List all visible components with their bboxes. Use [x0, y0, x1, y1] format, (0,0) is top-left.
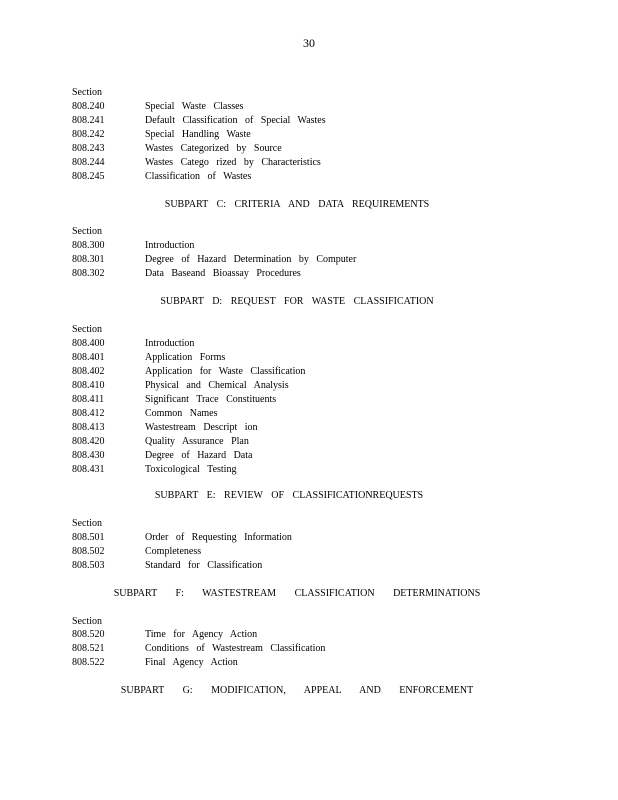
section-number: 808.431 [72, 464, 105, 475]
section-title: Final Agency Action [145, 657, 238, 668]
section-number: 808.411 [72, 394, 105, 405]
section-label: Section [72, 226, 102, 237]
section-label: Section [72, 518, 102, 529]
section-title: Data Baseand Bioassay Procedures [145, 268, 301, 279]
section-title: Significant Trace Constituents [145, 394, 277, 405]
section-title: Introduction [145, 240, 195, 251]
toc-row [0, 628, 618, 642]
toc-row [0, 531, 618, 545]
toc-row [0, 642, 618, 656]
toc-row [0, 379, 618, 393]
section-number: 808.520 [72, 629, 105, 640]
section-number: 808.400 [72, 338, 105, 349]
section-title: Degree of Hazard Determination by Computer [145, 254, 357, 265]
section-title: Introduction [145, 338, 195, 349]
section-label: Section [72, 324, 102, 335]
toc-row [0, 435, 618, 449]
section-title: Time for Agency Action [145, 629, 258, 640]
section-number: 808.420 [72, 436, 105, 447]
toc-row [0, 463, 618, 477]
subpart-heading: SUBPART D: REQUEST FOR WASTE CLASSIFICATION [160, 296, 434, 307]
section-title: Order of Requesting Information [145, 532, 292, 543]
toc-row [0, 142, 618, 156]
section-label: Section [72, 87, 102, 98]
toc-row [0, 253, 618, 267]
toc-row [0, 128, 618, 142]
toc-row [0, 114, 618, 128]
section-title: Special Handling Waste [145, 129, 251, 140]
toc-row [0, 337, 618, 351]
section-number: 808.240 [72, 101, 105, 112]
subpart-heading: SUBPART E: REVIEW OF CLASSIFICATIONREQUESTS [154, 490, 424, 501]
section-number: 808.302 [72, 268, 105, 279]
section-number: 808.402 [72, 366, 105, 377]
section-title: Degree of Hazard Data [145, 450, 253, 461]
subpart-heading: SUBPART F: WASTESTREAM CLASSIFICATION DETERMINATIONS [113, 588, 481, 599]
section-number: 808.412 [72, 408, 105, 419]
toc-row [0, 449, 618, 463]
section-title: Default Classification of Special Wastes [145, 115, 326, 126]
toc-row [0, 239, 618, 253]
section-number: 808.245 [72, 171, 105, 182]
section-number: 808.413 [72, 422, 105, 433]
toc-row [0, 421, 618, 435]
section-title: Wastes Categorized by Source [145, 143, 282, 154]
toc-row [0, 100, 618, 114]
section-number: 808.242 [72, 129, 105, 140]
section-number: 808.300 [72, 240, 105, 251]
section-number: 808.501 [72, 532, 105, 543]
toc-row [0, 351, 618, 365]
section-number: 808.410 [72, 380, 105, 391]
section-number: 808.244 [72, 157, 105, 168]
toc-row [0, 545, 618, 559]
section-number: 808.401 [72, 352, 105, 363]
page-number: 30 [303, 36, 315, 50]
section-number: 808.503 [72, 560, 105, 571]
subpart-heading: SUBPART G: MODIFICATION, APPEAL AND ENFORCEMENT [120, 685, 474, 696]
section-title: Standard for Classification [145, 560, 263, 571]
section-title: Physical and Chemical Analysis [145, 380, 289, 391]
toc-row [0, 365, 618, 379]
toc-row [0, 393, 618, 407]
section-number: 808.241 [72, 115, 105, 126]
toc-row [0, 559, 618, 573]
section-title: Completeness [145, 546, 202, 557]
toc-row [0, 656, 618, 670]
section-title: Conditions of Wastestream Classification [145, 643, 326, 654]
section-title: Toxicological Testing [145, 464, 237, 475]
section-title: Wastes Catego rized by Characteristics [145, 157, 321, 168]
section-number: 808.301 [72, 254, 105, 265]
section-title: Classification of Wastes [145, 171, 252, 182]
toc-row [0, 170, 618, 184]
section-title: Application Forms [145, 352, 226, 363]
section-title: Wastestream Descript ion [145, 422, 258, 433]
section-title: Special Waste Classes [145, 101, 244, 112]
section-number: 808.430 [72, 450, 105, 461]
toc-row [0, 156, 618, 170]
section-number: 808.243 [72, 143, 105, 154]
section-title: Common Names [145, 408, 218, 419]
section-number: 808.521 [72, 643, 105, 654]
toc-row [0, 407, 618, 421]
section-number: 808.522 [72, 657, 105, 668]
section-title: Quality Assurance Plan [145, 436, 249, 447]
toc-row [0, 267, 618, 281]
section-number: 808.502 [72, 546, 105, 557]
subpart-heading: SUBPART C: CRITERIA AND DATA REQUIREMENTS [164, 199, 430, 210]
section-label: Section [72, 616, 102, 627]
section-title: Application for Waste Classification [145, 366, 306, 377]
